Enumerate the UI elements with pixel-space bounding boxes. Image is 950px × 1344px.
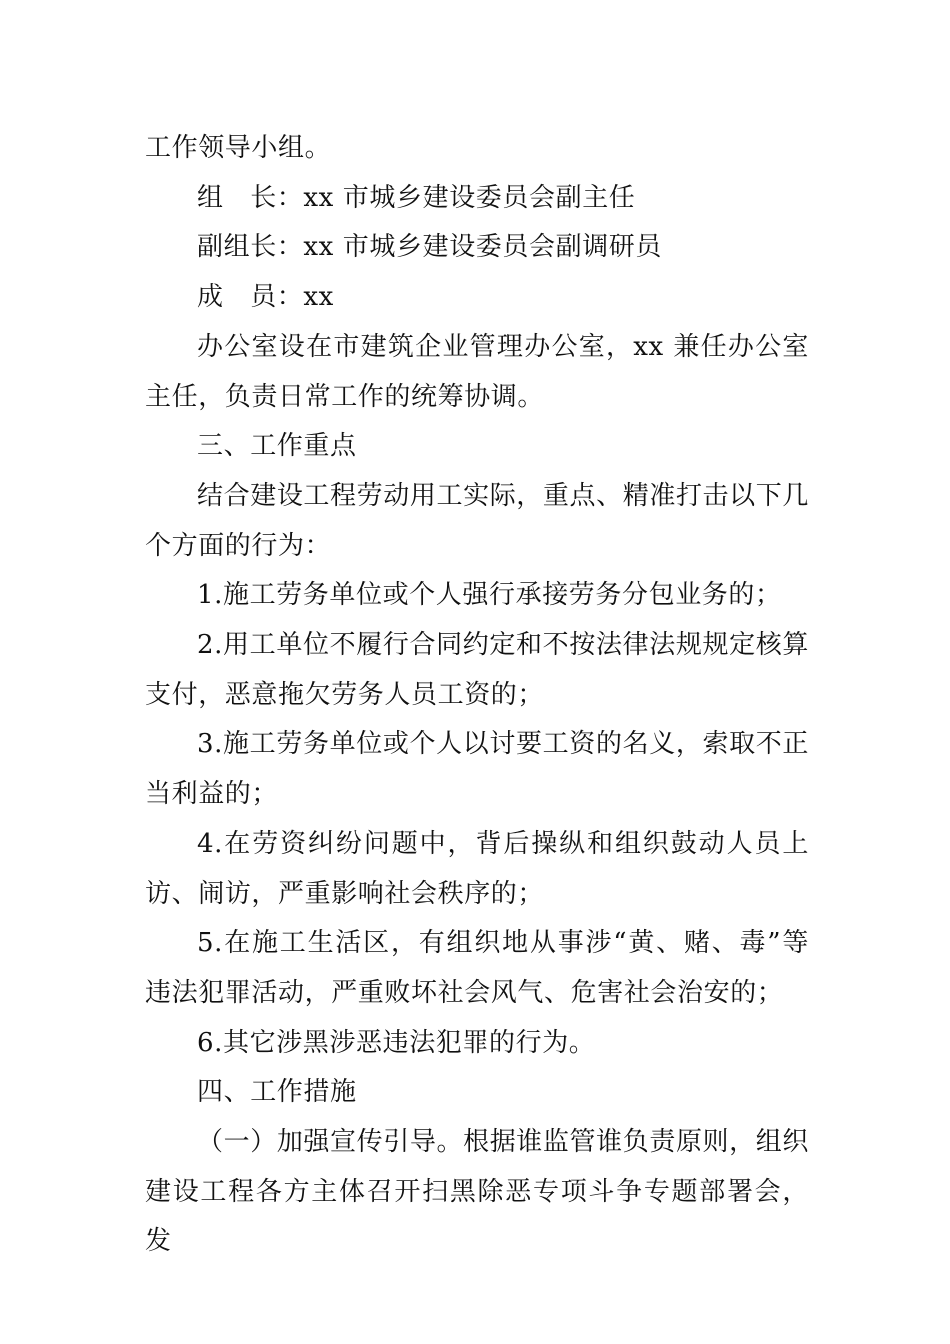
paragraph-continuation: 工作领导小组。 <box>145 133 332 163</box>
list-item-1: 1.施工劳务单位或个人强行承接劳务分包业务的； <box>197 580 782 611</box>
document-body <box>145 124 809 1267</box>
paragraph-measure-1: （一）加强宣传引导。根据谁监管谁负责原则，组织建设工程各方主体召开扫黑除恶专项斗争专题部署会，发 <box>145 1127 809 1257</box>
list-item-2: 2.用工单位不履行合同约定和不按法律法规规定核算支付，恶意拖欠劳务人员工资的； <box>145 630 809 710</box>
section-heading-work-focus: 三、工作重点 <box>197 431 357 462</box>
list-item-6: 6.其它涉黑涉恶违法犯罪的行为。 <box>197 1027 596 1058</box>
list-item-4: 4.在劳资纠纷问题中，背后操纵和组织鼓动人员上访、闹访，严重影响社会秩序的； <box>145 828 809 909</box>
list-item-5: 5.在施工生活区，有组织地从事涉“黄、赌、毒”等违法犯罪活动，严重败坏社会风气、危害社会治安的； <box>145 928 809 1008</box>
paragraph-members: 成 员：xx <box>197 282 334 313</box>
paragraph-deputy-leader: 副组长：xx 市城乡建设委员会副调研员 <box>197 232 662 263</box>
list-item-3: 3.施工劳务单位或个人以讨要工资的名义，索取不正当利益的； <box>145 729 809 810</box>
section-heading-work-measures: 四、工作措施 <box>197 1077 357 1108</box>
paragraph-work-focus-intro: 结合建设工程劳动用工实际，重点、精准打击以下几个方面的行为： <box>145 480 809 561</box>
paragraph-office: 办公室设在市建筑企业管理办公室，xx 兼任办公室主任，负责日常工作的统筹协调。 <box>145 331 809 412</box>
paragraph-group-leader: 组 长：xx 市城乡建设委员会副主任 <box>197 182 636 213</box>
